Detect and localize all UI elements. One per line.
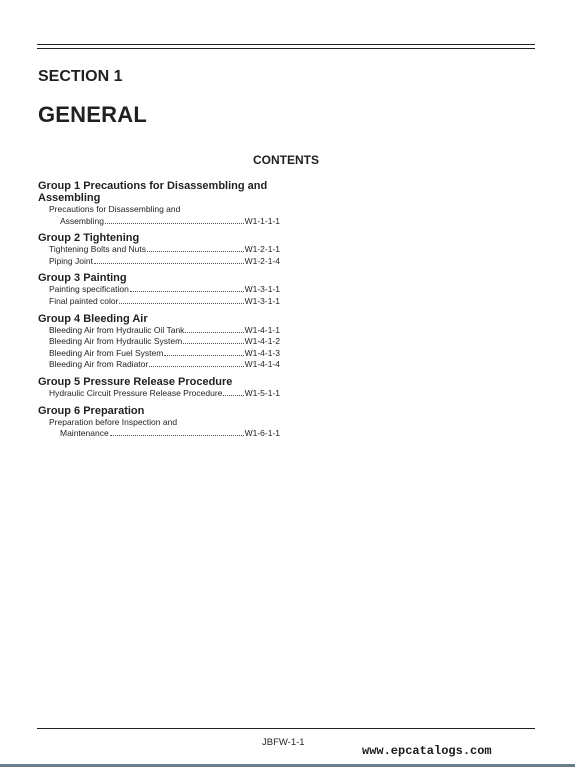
toc-entry-page: W1-6-1-1: [244, 428, 280, 439]
toc-entry[interactable]: [38, 325, 280, 337]
toc-entry[interactable]: [38, 256, 280, 268]
dot-leader: [94, 263, 244, 264]
toc-group: [38, 180, 280, 227]
toc-entry-page: W1-4-1-1: [244, 324, 280, 335]
toc-entry-label: Assembling: [60, 215, 104, 226]
toc-group-title: Group 6 Preparation: [38, 404, 145, 417]
toc-entry-label: Precautions for Disassembling and: [49, 204, 181, 214]
dot-leader: [119, 303, 243, 304]
toc-entry-page: W1-2-1-4: [244, 255, 280, 266]
toc-entry-page: W1-1-1-1: [244, 215, 280, 226]
toc-entry-page: W1-5-1-1: [244, 387, 280, 398]
toc-group-title: Group 3 Painting: [38, 272, 127, 285]
toc-entry-page: W1-4-1-2: [244, 336, 280, 347]
toc-entry[interactable]: [38, 284, 280, 296]
toc-entry[interactable]: [38, 296, 280, 308]
toc-entry[interactable]: [38, 428, 280, 440]
toc-group-title: Group 1 Precautions for Disassembling and Assembling: [38, 180, 268, 204]
toc-group-title: Group 2 Tightening: [38, 232, 140, 245]
dot-leader: [147, 251, 244, 252]
bottom-rule: [37, 728, 535, 729]
watermark-url: www.epcatalogs.com: [362, 744, 492, 758]
toc-group-title: Group 4 Bleeding Air: [38, 312, 148, 325]
top-rule-secondary: [37, 48, 535, 49]
toc-entry-page: W1-4-1-3: [244, 347, 280, 358]
toc-entry[interactable]: [38, 216, 280, 228]
dot-leader: [110, 435, 244, 436]
toc-entry-label: Bleeding Air from Fuel System: [49, 347, 164, 358]
table-of-contents: [38, 180, 280, 445]
toc-entry-page: W1-3-1-1: [244, 284, 280, 295]
toc-entry-label: Bleeding Air from Radiator: [49, 359, 149, 370]
toc-entry[interactable]: [38, 336, 280, 348]
toc-entry-label: Piping Joint: [49, 255, 93, 266]
dot-leader: [183, 343, 243, 344]
toc-entry-label: Maintenance: [60, 428, 109, 439]
toc-entry-label: Final painted color: [49, 295, 119, 306]
dot-leader: [223, 395, 243, 396]
toc-entry-label: Bleeding Air from Hydraulic System: [49, 336, 183, 347]
toc-entry-page: W1-4-1-4: [244, 359, 280, 370]
toc-entry[interactable]: [38, 388, 280, 400]
contents-heading: CONTENTS: [253, 153, 319, 167]
toc-entry-label: Preparation before Inspection and: [49, 416, 178, 427]
toc-group: [38, 313, 280, 371]
toc-entry[interactable]: [38, 244, 280, 256]
toc-group: [38, 376, 280, 400]
toc-entry-label: Hydraulic Circuit Pressure Release Procedure: [49, 387, 223, 398]
toc-entry-label: Bleeding Air from Hydraulic Oil Tank: [49, 324, 185, 335]
toc-group: [38, 232, 280, 267]
page-number: JBFW-1-1: [262, 737, 305, 748]
toc-group-title: Group 5 Pressure Release Procedure: [38, 375, 233, 388]
toc-entry-page: W1-2-1-1: [244, 244, 280, 255]
dot-leader: [185, 332, 243, 333]
toc-entry[interactable]: [38, 204, 280, 216]
dot-leader: [130, 291, 244, 292]
section-label: SECTION 1: [38, 68, 123, 85]
toc-group: [38, 272, 280, 307]
toc-entry[interactable]: [38, 417, 280, 429]
page-title: GENERAL: [38, 102, 147, 127]
dot-leader: [149, 366, 243, 367]
toc-entry-label: Tightening Bolts and Nuts: [49, 244, 147, 255]
dot-leader: [105, 223, 244, 224]
top-rule: [37, 44, 535, 45]
toc-entry[interactable]: [38, 348, 280, 360]
toc-entry-label: Painting specification: [49, 284, 129, 295]
toc-entry[interactable]: [38, 359, 280, 371]
dot-leader: [164, 355, 243, 356]
toc-entry-page: W1-3-1-1: [244, 295, 280, 306]
toc-group: [38, 405, 280, 440]
